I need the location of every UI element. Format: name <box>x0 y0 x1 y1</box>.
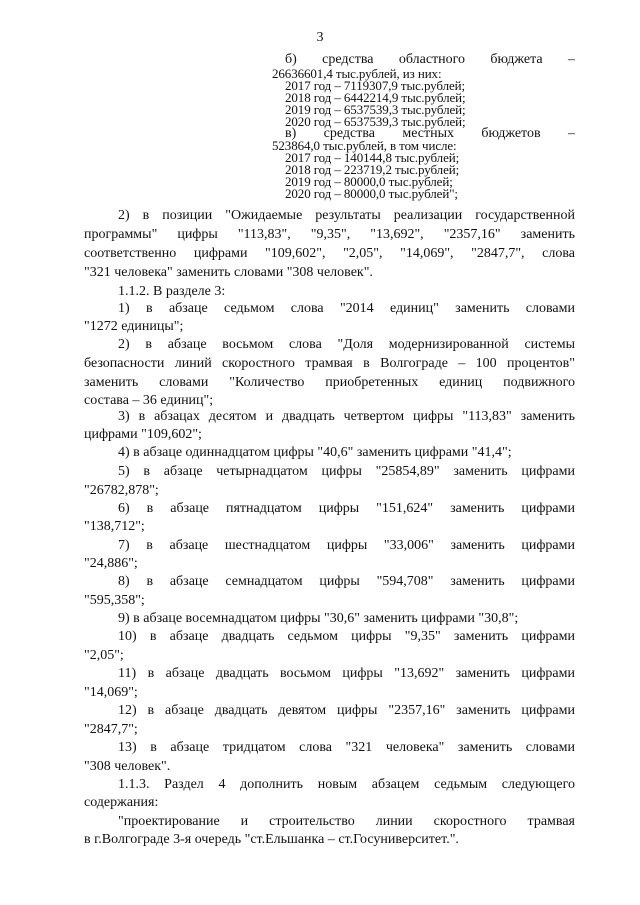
regional-head-b: средства <box>322 52 374 67</box>
local-head-a: в) <box>285 126 297 141</box>
body-line: "2847,7"; <box>84 722 138 737</box>
body-line: 5) в абзаце четырнадцатом цифры "25854,89" заменить цифрами <box>118 464 575 479</box>
body-line: заменить словами "Количество приобретенных единиц подвижного <box>84 375 575 390</box>
regional-head-d: бюджета <box>490 52 543 67</box>
local-budget-total: 523864,0 тыс.рублей, в том числе: <box>272 138 457 153</box>
body-line: 7) в абзаце шестнадцатом цифры "33,006" заменить цифрами <box>118 538 575 553</box>
local-year-line: 2018 год – 223719,2 тыс.рублей; <box>285 162 460 177</box>
regional-budget-total: 26636601,4 тыс.рублей, из них: <box>272 66 442 81</box>
body-line: 2) в абзаце восьмом слова "Доля модернизированной системы <box>118 337 575 352</box>
body-line: 9) в абзаце восемнадцатом цифры "30,6" заменить цифрами "30,8"; <box>118 611 519 626</box>
regional-year-line: 2018 год – 6442214,9 тыс.рублей; <box>285 90 466 105</box>
regional-head-e: – <box>567 52 575 67</box>
section-heading: 1.1.2. В разделе 3: <box>118 284 226 299</box>
body-line: "1272 единицы"; <box>84 319 184 334</box>
body-line: 3) в абзацах десятом и двадцать четвертом цифры "113,83" заменить <box>118 409 575 424</box>
body-line: "24,886"; <box>84 556 138 571</box>
body-line: "14,069"; <box>84 685 138 700</box>
body-line: 13) в абзаце тридцатом слова "321 человека" заменить словами <box>118 740 575 755</box>
regional-head-c: областного <box>398 52 466 67</box>
body-line: 2) в позиции "Ожидаемые результаты реализации государственной <box>118 208 575 223</box>
regional-budget-heading <box>285 53 575 67</box>
body-line: 11) в абзаце двадцать восьмом цифры "13,692" заменить цифрами <box>118 666 575 681</box>
body-line: 1) в абзаце седьмом слова "2014 единиц" заменить словами <box>118 301 575 316</box>
local-year-line: 2019 год – 80000,0 тыс.рублей; <box>285 174 453 189</box>
page-number: 3 <box>316 30 324 45</box>
body-line: соответственно цифрами "109,602", "2,05", "14,069", "2847,7", слова <box>84 246 575 261</box>
body-line: 6) в абзаце пятнадцатом цифры "151,624" заменить цифрами <box>118 501 575 516</box>
body-line: состава – 36 единиц"; <box>84 393 214 408</box>
body-line: 1.1.3. Раздел 4 дополнить новым абзацем седьмым следующего <box>118 777 575 792</box>
local-year-line: 2017 год – 140144,8 тыс.рублей; <box>285 150 460 165</box>
body-line: программы" цифры "113,83", "9,35", "13,692", "2357,16" заменить <box>84 227 575 242</box>
body-line: "321 человека" заменить словами "308 человек". <box>84 265 373 280</box>
body-line: "138,712"; <box>84 519 145 534</box>
body-line: содержания: <box>84 795 159 810</box>
body-line: 4) в абзаце одиннадцатом цифры "40,6" заменить цифрами "41,4"; <box>118 445 512 460</box>
body-line: "595,358"; <box>84 593 145 608</box>
body-line: 10) в абзаце двадцать седьмом цифры "9,35" заменить цифрами <box>118 629 575 644</box>
local-head-e: – <box>567 126 575 141</box>
body-line: цифрами "109,602"; <box>84 427 202 442</box>
body-line: безопасности линий скоростного трамвая в Волгограде – 100 процентов" <box>84 356 575 371</box>
body-line: "308 человек". <box>84 759 171 774</box>
body-line: 12) в абзаце двадцать девятом цифры "2357,16" заменить цифрами <box>118 703 575 718</box>
local-head-c: местных <box>402 126 454 141</box>
regional-year-line: 2019 год – 6537539,3 тыс.рублей; <box>285 102 466 117</box>
body-line: в г.Волгограде 3-я очередь "ст.Ельшанка – ст.Госуниверситет.". <box>84 832 459 847</box>
regional-year-line: 2020 год – 6537539,3 тыс.рублей; <box>285 114 466 129</box>
local-head-d: бюджетов <box>481 126 541 141</box>
body-line: 8) в абзаце семнадцатом цифры "594,708" заменить цифрами <box>118 574 575 589</box>
body-line: "2,05"; <box>84 648 124 663</box>
regional-head-a: б) <box>285 52 297 67</box>
body-line: "проектирование и строительство линии скоростного трамвая <box>118 814 575 829</box>
regional-year-line: 2017 год – 7119307,9 тыс.рублей; <box>285 78 466 93</box>
local-head-b: средства <box>323 126 375 141</box>
body-line: "26782,878"; <box>84 483 159 498</box>
local-year-line: 2020 год – 80000,0 тыс.рублей"; <box>285 186 458 201</box>
